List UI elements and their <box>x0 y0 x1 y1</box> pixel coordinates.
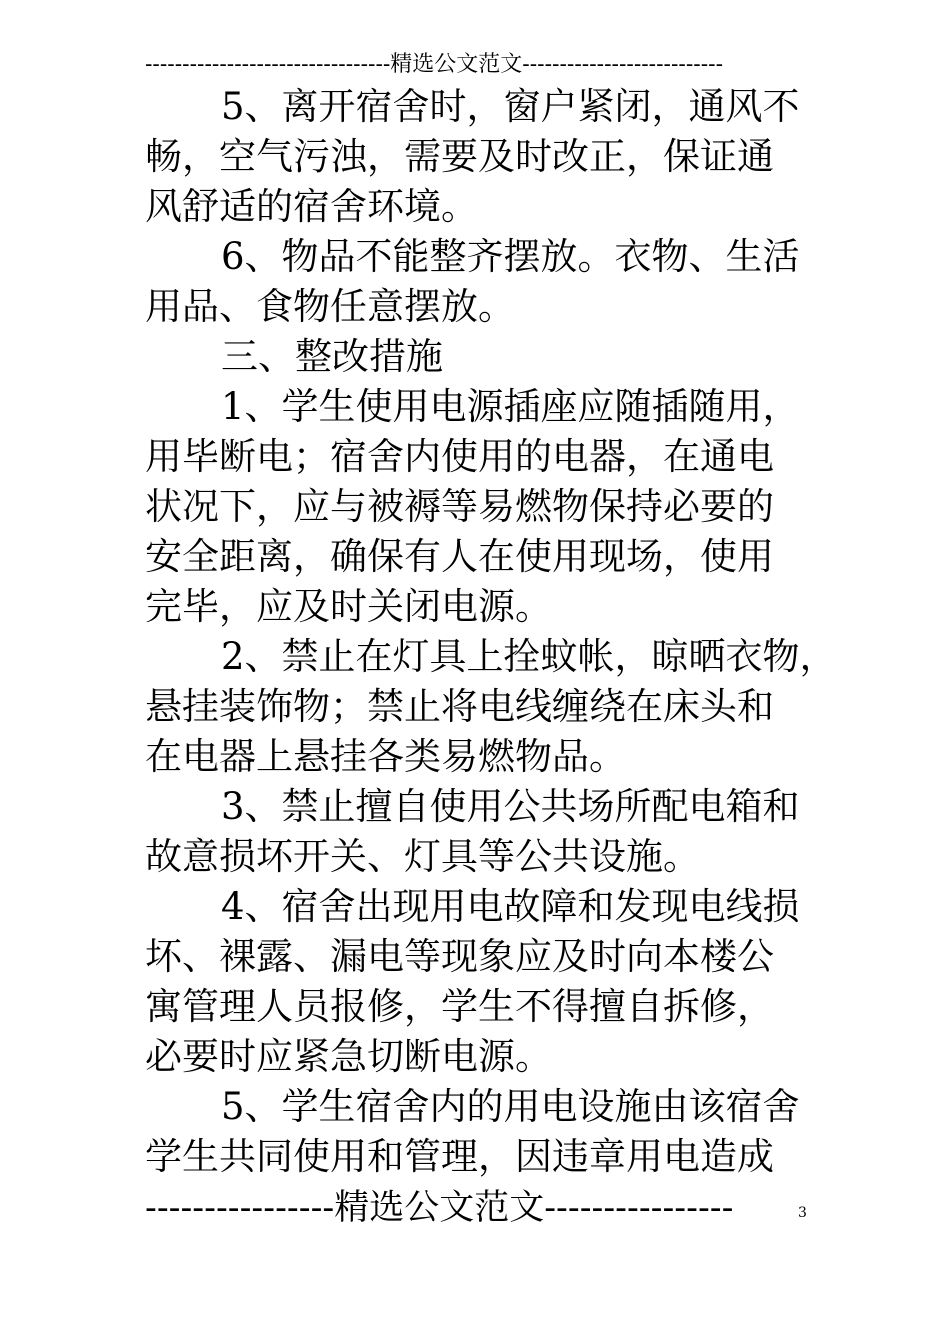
text-line: 安全距离，确保有人在使用现场，使用 <box>145 535 774 578</box>
paragraph-items <box>145 232 815 332</box>
text-line: 悬挂装饰物；禁止将电线缠绕在床头和 <box>145 685 774 728</box>
text-line: 5、学生宿舍内的用电设施由该宿舍 <box>221 1085 800 1128</box>
text-line: 5、离开宿舍时，窗户紧闭，通风不 <box>221 85 800 128</box>
page-number: 3 <box>798 1205 807 1221</box>
text-line: 学生共同使用和管理，因违章用电造成 <box>145 1135 774 1178</box>
paragraph-measure-4 <box>145 882 815 1082</box>
text-line: 风舒适的宿舍环境。 <box>145 185 478 228</box>
text-line: 完毕，应及时关闭电源。 <box>145 585 552 628</box>
paragraph-measure-3 <box>145 782 815 882</box>
paragraph-ventilation <box>145 82 815 232</box>
section-heading <box>145 332 815 382</box>
paragraph-measure-5 <box>145 1082 815 1182</box>
page-footer: ----------------精选公文范文---------------- <box>145 1188 734 1228</box>
text-line: 6、物品不能整齐摆放。衣物、生活 <box>221 235 800 278</box>
text-line: 故意损坏开关、灯具等公共设施。 <box>145 835 700 878</box>
text-line: 用毕断电；宿舍内使用的电器，在通电 <box>145 435 774 478</box>
text-line: 1、学生使用电源插座应随插随用， <box>221 385 800 428</box>
text-line: 用品、食物任意摆放。 <box>145 285 515 328</box>
text-line: 2、禁止在灯具上拴蚊帐，晾晒衣物， <box>221 635 837 678</box>
text-line: 必要时应紧急切断电源。 <box>145 1035 552 1078</box>
text-line: 坏、裸露、漏电等现象应及时向本楼公 <box>145 935 774 978</box>
text-line: 在电器上悬挂各类易燃物品。 <box>145 735 626 778</box>
text-line: 3、禁止擅自使用公共场所配电箱和 <box>221 785 800 828</box>
text-line: 畅，空气污浊，需要及时改正，保证通 <box>145 135 774 178</box>
text-line: 寓管理人员报修，学生不得擅自拆修， <box>145 985 774 1028</box>
text-line: 状况下，应与被褥等易燃物保持必要的 <box>145 485 774 528</box>
document-body <box>145 82 837 1182</box>
page-header: ---------------------------------精选公文范文--------------------------- <box>145 52 724 77</box>
paragraph-measure-2 <box>145 632 837 782</box>
text-line: 4、宿舍出现用电故障和发现电线损 <box>221 885 800 928</box>
section-heading-text: 三、整改措施 <box>221 335 443 378</box>
paragraph-measure-1 <box>145 382 815 632</box>
